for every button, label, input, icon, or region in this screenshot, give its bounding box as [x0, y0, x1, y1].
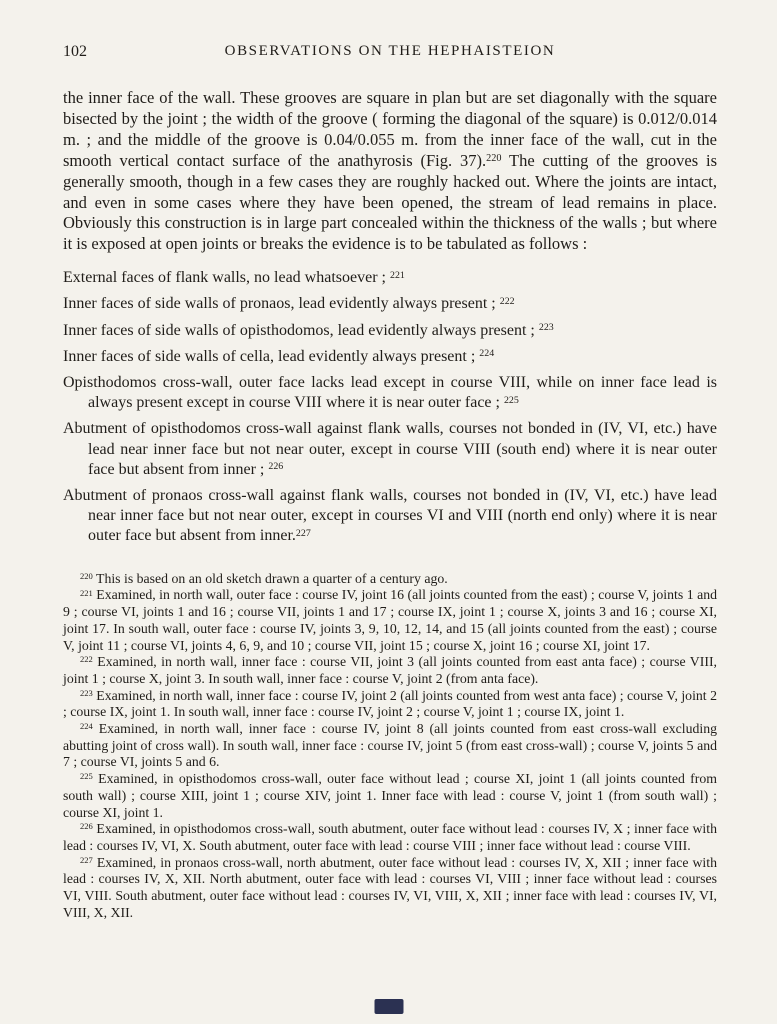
footnote-number: 222	[80, 654, 93, 665]
evidence-item: Abutment of opisthodomos cross-wall against flank walls, courses not bonded in (IV, VI, etc.) have lead near inner face but not near outer, except in course VIII (south end) where it is near outer face but absent from inner ; $^{226}$	[63, 420, 717, 478]
evidence-item: Inner faces of side walls of pronaos, lead evidently always present ; $^{222}$	[63, 295, 515, 313]
footnote: $^{224}$ Examined, in north wall, inner face : course IV, joint 8 (all joints counted from east cross-wall excluding abutting joint of cross wall). In south wall, inner face : course IV, joint 5 (from east cross-wall) ; course V, joints 5 and 7 ; course VI, joints 5 and 6.	[63, 721, 717, 770]
footnote: $^{220}$ This is based on an old sketch drawn a quarter of a century ago.	[80, 570, 448, 586]
footnote-marker: 224	[479, 348, 495, 360]
footnote-marker: 221	[389, 269, 405, 281]
evidence-item: Inner faces of side walls of opisthodomos, lead evidently always present ; $^{223}$	[63, 321, 554, 339]
footnote-number: 220	[80, 570, 93, 581]
evidence-item: Abutment of pronaos cross-wall against flank walls, courses not bonded in (IV, VI, etc.) have lead near inner face but not near outer, except in courses VI and VIII (north end only) where it is near outer face but absent from inner.$^{227}$	[63, 487, 717, 545]
footnotes	[63, 571, 717, 922]
footnote-number: 225	[80, 771, 93, 782]
footnote-marker: 223	[538, 322, 554, 334]
footnote: $^{227}$ Examined, in pronaos cross-wall, north abutment, outer face without lead : courses IV, X, XII ; inner face with lead : courses IV, X, XII. North abutment, outer face with lead : courses VI, VIII ; inner face without lead : courses VI, VIII. South abutment, outer face without lead : courses IV, VI, VIII, X, XII ; inner face with lead : courses IV, VI, VIII, X, XII.	[63, 854, 717, 920]
page-number: 102	[63, 43, 87, 60]
scan-artifact	[374, 999, 403, 1014]
footnote-marker: 220	[486, 153, 502, 165]
page-header	[63, 42, 717, 60]
footnote-number: 221	[80, 587, 93, 598]
footnote-marker: 226	[268, 461, 284, 473]
main-paragraph: the inner face of the wall. These grooves are square in plan but are set diagonally with the square bisected by the joint ; the width of the groove ( forming the diagonal of the square) is 0.012/0.014 m. ; and the middle of the groove is 0.04/0.055 m. from the inner face of the wall, cut in the smooth vertical contact surface of the anathyrosis (Fig. 37).$^{220}$ The cutting of the grooves is generally smooth, though in a few cases they are roughly hacked out. Where the joints are intact, and even in some cases where they have been opened, the stream of lead remains in place. Obviously this construction is in large part concealed within the thickness of the walls ; but where it is exposed at open joints or breaks the evidence is to be tabulated as follows :	[63, 88, 717, 254]
evidence-list	[63, 268, 717, 546]
footnote-marker: 225	[503, 394, 519, 406]
footnote-number: 226	[80, 821, 93, 832]
evidence-item: External faces of flank walls, no lead whatsoever ; $^{221}$	[63, 269, 405, 287]
footnote: $^{223}$ Examined, in north wall, inner face : course IV, joint 2 (all joints counted from west anta face) ; course V, joint 2 ; course IX, joint 1. In south wall, inner face : course IV, joint 2 ; course V, joint 1 ; course IX, joint 1.	[63, 687, 717, 720]
running-title: OBSERVATIONS ON THE HEPHAISTEION	[224, 43, 556, 59]
evidence-item: Inner faces of side walls of cella, lead evidently always present ; $^{224}$	[63, 347, 495, 365]
footnote: $^{226}$ Examined, in opisthodomos cross-wall, south abutment, outer face without lead : courses IV, X ; inner face with lead : courses IV, VI, X. South abutment, outer face with lead : course VIII ; inner face without lead : course VIII.	[63, 821, 717, 853]
evidence-item: Opisthodomos cross-wall, outer face lacks lead except in course VIII, while on inner face lead is always present except in course VIII where it is near outer face ; $^{225}$	[63, 374, 717, 412]
footnote: $^{222}$ Examined, in north wall, inner face : course VII, joint 3 (all joints counted from east anta face) ; course VIII, joint 1 ; course X, joint 3. In south wall, inner face : course V, joint 2 (from anta face).	[63, 654, 717, 686]
footnote-number: 224	[80, 721, 93, 732]
footnote-marker: 227	[295, 528, 311, 540]
footnote: $^{225}$ Examined, in opisthodomos cross-wall, outer face without lead ; course XI, joint 1 (all joints counted from south wall) ; course XIII, joint 1 ; course XIV, joint 1. Inner face with lead : course V, joint 1 (from south wall) ; course XI, joint 1.	[63, 771, 717, 820]
footnote-marker: 222	[499, 296, 515, 307]
footnote-number: 223	[80, 687, 93, 698]
footnote: $^{221}$ Examined, in north wall, outer face : course IV, joint 16 (all joints counted from the east) ; course V, joints 1 and 9 ; course VI, joints 1 and 16 ; course VII, joints 1 and 17 ; course IX, joint 1 ; course X, joints 3 and 16 ; course XI, joint 17. In south wall, outer face : course IV, joints 3, 9, 10, 12, 14, and 15 (all joints counted from the east) ; course V, joint 11 ; course VI, joints 4, 6, 9, and 10 ; course VII, joint 15 ; course X, joint 16 ; course XI, joint 17.	[63, 587, 717, 653]
footnote-number: 227	[80, 854, 93, 865]
